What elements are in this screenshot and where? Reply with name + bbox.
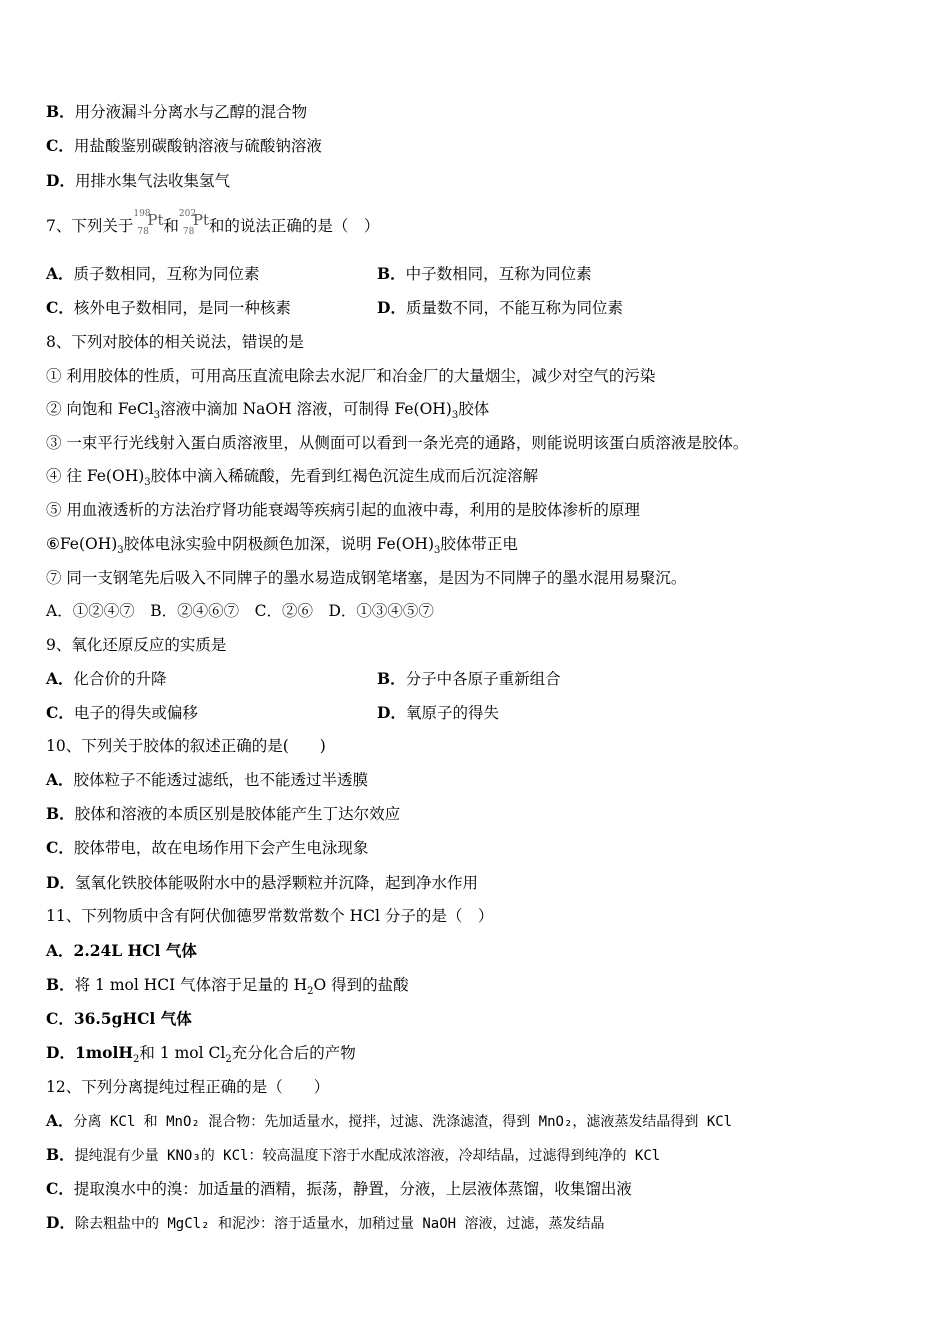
mass-number: 198 — [133, 209, 151, 219]
q6-option-c — [46, 136, 322, 156]
q8-stem: 8、下列对胶体的相关说法，错误的是 — [46, 333, 304, 351]
option-letter: C． — [46, 703, 74, 722]
option-text: 将 1 mol HCI 气体溶于足量的 H — [74, 976, 308, 994]
q12-option-c — [46, 1179, 632, 1199]
option-text: 提纯混有少量 KNO₃的 KCl：较高温度下溶于水配成浓溶液，冷却结晶，过滤得到纯净的 KCl — [74, 1148, 661, 1164]
option-letter: A． — [46, 941, 74, 960]
q8-statement-4 — [46, 466, 538, 489]
subscript: 3 — [117, 545, 124, 556]
subscript: 2 — [133, 1054, 140, 1065]
option-letter: A． — [46, 1111, 74, 1130]
q11-option-c — [46, 1009, 192, 1029]
option-letter: C． — [46, 838, 74, 857]
isotope-pt202 — [178, 209, 210, 237]
option-text: 胶体和溶液的本质区别是胶体能产生丁达尔效应 — [74, 805, 401, 823]
statement-text: 胶体 — [458, 400, 490, 418]
atomic-number: 78 — [137, 227, 149, 237]
statement-text: 胶体电泳实验中阴极颜色加深，说明 Fe(OH) — [123, 535, 434, 553]
q10-option-d — [46, 873, 478, 893]
q11-stem: 11、下列物质中含有阿伏伽德罗常数常数个 HCl 分子的是（ ） — [46, 907, 494, 925]
statement-text: ⑥Fe(OH) — [46, 535, 118, 553]
subscript: 3 — [153, 410, 161, 421]
q6-option-d — [46, 171, 230, 191]
subscript: 2 — [307, 986, 314, 997]
q11-option-d — [46, 1043, 356, 1066]
subscript: 3 — [434, 545, 441, 556]
option-text: 充分化合后的产物 — [231, 1044, 356, 1062]
option-text: 中子数相同，互称为同位素 — [405, 265, 592, 283]
element-symbol: Pt — [147, 211, 164, 229]
q12-option-b — [46, 1145, 660, 1166]
option-text: 36.5gHCl 气体 — [73, 1009, 192, 1028]
statement-text: 胶体中滴入稀硫酸，先看到红褐色沉淀生成而后沉淀溶解 — [150, 467, 539, 485]
option-text: 和 1 mol Cl — [139, 1044, 226, 1062]
stem-text: 7、下列关于 — [46, 217, 134, 235]
option-text: 电子的得失或偏移 — [73, 704, 198, 722]
q9-option-b — [377, 669, 561, 689]
option-text: O 得到的盐酸 — [313, 976, 409, 994]
q11-option-a — [46, 941, 197, 961]
statement-text: 溶液中滴加 NaOH 溶液，可制得 Fe(OH) — [160, 400, 452, 418]
statement-text: ② 向饱和 FeCl — [46, 400, 154, 418]
option-text: 除去粗盐中的 MgCl₂ 和泥沙：溶于适量水，加稍过量 NaOH 溶液，过滤，蒸发结晶 — [74, 1216, 605, 1232]
option-text: 氧原子的得失 — [405, 704, 499, 722]
q12-option-d — [46, 1213, 605, 1234]
option-letter: C． — [46, 298, 74, 317]
option-letter: B． — [46, 975, 75, 994]
option-letter: D． — [46, 1213, 75, 1232]
option-letter: D． — [377, 703, 406, 722]
option-letter: A． — [46, 264, 74, 283]
option-text: 质量数不同，不能互称为同位素 — [405, 299, 623, 317]
q9-option-a — [46, 669, 167, 689]
q7-stem — [46, 209, 380, 237]
option-letter: B． — [46, 102, 75, 121]
q8-statement-7: ⑦ 同一支钢笔先后吸入不同牌子的墨水易造成钢笔堵塞，是因为不同牌子的墨水混用易聚沉。 — [46, 569, 687, 587]
atomic-number: 78 — [182, 227, 195, 237]
q6-option-b — [46, 102, 307, 122]
option-text: 胶体带电，故在电场作用下会产生电泳现象 — [73, 839, 369, 857]
option-letter: C． — [46, 1009, 74, 1028]
option-letter: D． — [46, 873, 75, 892]
statement-text: 胶体带正电 — [440, 535, 518, 553]
option-letter: A． — [46, 669, 74, 688]
q11-option-b — [46, 975, 409, 998]
option-text: 分离 KCl 和 MnO₂ 混合物：先加适量水，搅拌，过滤、洗涤滤渣，得到 MnO₂，滤液蒸发结晶得到 KCl — [73, 1114, 733, 1130]
option-text: 2.24L HCl 气体 — [73, 941, 197, 960]
option-text: 质子数相同，互称为同位素 — [73, 265, 260, 283]
isotope-pt198 — [133, 209, 164, 237]
option-text: 氢氧化铁胶体能吸附水中的悬浮颗粒并沉降，起到净水作用 — [74, 874, 478, 892]
q10-option-b — [46, 804, 400, 824]
option-letter: B． — [377, 264, 406, 283]
statement-text: ④ 往 Fe(OH) — [46, 467, 145, 485]
option-letter: D． — [377, 298, 406, 317]
option-text: 1molH — [74, 1043, 134, 1062]
subscript: 3 — [144, 477, 151, 488]
q10-option-c — [46, 838, 368, 858]
option-letter: B． — [46, 804, 75, 823]
q8-options: A．①②④⑦ B．②④⑥⑦ C．②⑥ D．①③④⑤⑦ — [46, 602, 434, 620]
option-letter: C． — [46, 136, 74, 155]
q8-statement-3: ③ 一束平行光线射入蛋白质溶液里，从侧面可以看到一条光亮的通路，则能说明该蛋白质溶液是胶体。 — [46, 434, 749, 452]
option-letter: B． — [46, 1145, 75, 1164]
option-text: 用盐酸鉴别碳酸钠溶液与硫酸钠溶液 — [73, 137, 322, 155]
q8-statement-1: ① 利用胶体的性质，可用高压直流电除去水泥厂和冶金厂的大量烟尘，减少对空气的污染 — [46, 367, 656, 385]
option-letter: A． — [46, 770, 74, 789]
option-text: 化合价的升降 — [73, 670, 167, 688]
option-letter: D． — [46, 1043, 75, 1062]
option-text: 核外电子数相同，是同一种核素 — [73, 299, 291, 317]
stem-text: 和的说法正确的是（ ） — [208, 217, 380, 235]
q12-stem: 12、下列分离提纯过程正确的是（ ） — [46, 1078, 330, 1096]
q10-option-a — [46, 770, 368, 790]
q8-statement-6 — [46, 534, 518, 557]
q7-option-c — [46, 298, 291, 318]
q7-option-d — [377, 298, 623, 318]
option-text: 分子中各原子重新组合 — [405, 670, 561, 688]
q10-stem: 10、下列关于胶体的叙述正确的是( ) — [46, 737, 326, 755]
q12-option-a — [46, 1111, 732, 1132]
option-text: 用排水集气法收集氢气 — [74, 172, 230, 190]
option-letter: D． — [46, 171, 75, 190]
subscript: 3 — [451, 410, 459, 421]
q9-option-c — [46, 703, 198, 723]
q7-option-a — [46, 264, 260, 284]
element-symbol: Pt — [192, 211, 210, 229]
option-text: 用分液漏斗分离水与乙醇的混合物 — [74, 103, 308, 121]
option-letter: B． — [377, 669, 406, 688]
stem-text: 和 — [163, 217, 179, 235]
option-text: 提取溴水中的溴：加适量的酒精，振荡，静置，分液，上层液体蒸馏，收集馏出液 — [73, 1180, 632, 1198]
subscript: 2 — [225, 1054, 232, 1065]
q8-statement-5: ⑤ 用血液透析的方法治疗肾功能衰竭等疾病引起的血液中毒，利用的是胶体渗析的原理 — [46, 501, 640, 519]
option-letter: C． — [46, 1179, 74, 1198]
mass-number: 202 — [178, 209, 197, 219]
q7-option-b — [377, 264, 592, 284]
q9-stem: 9、氧化还原反应的实质是 — [46, 636, 227, 654]
q8-statement-2 — [46, 399, 489, 422]
q9-option-d — [377, 703, 499, 723]
option-text: 胶体粒子不能透过滤纸，也不能透过半透膜 — [73, 771, 369, 789]
